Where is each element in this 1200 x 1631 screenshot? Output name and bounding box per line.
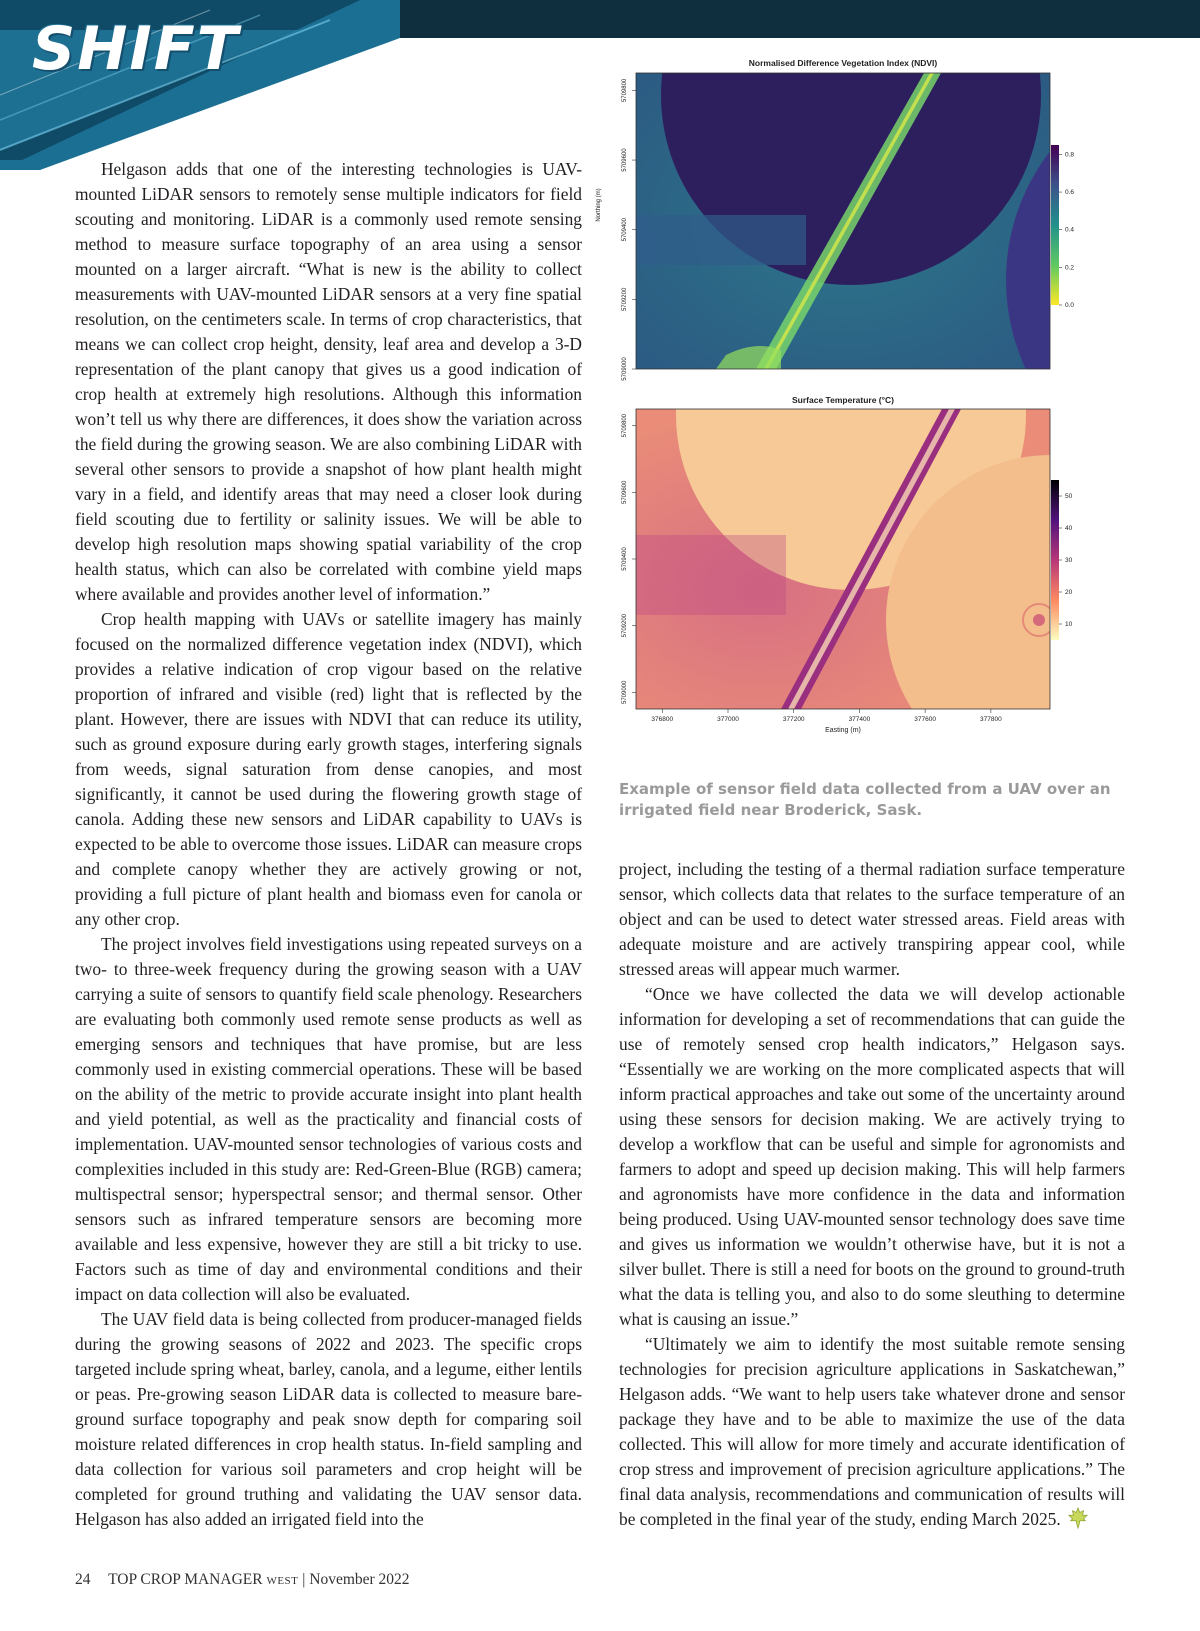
x-tick-label: 377800 <box>980 716 1002 723</box>
colorbar-tick-label: 0.2 <box>1065 264 1075 272</box>
x-tick-label: 377400 <box>848 716 871 723</box>
figure-caption: Example of sensor field data collected from a UAV over an irrigated field near Broderick, Sask. <box>619 780 1111 819</box>
colorbar-tick-label: 0.4 <box>1065 226 1075 234</box>
y-tick-label: 5709000 <box>622 357 628 381</box>
article-left-column <box>75 157 582 1532</box>
sensor-data-figure <box>596 55 1126 735</box>
temperature-colorbar <box>1051 480 1059 640</box>
x-tick-label: 377000 <box>717 716 739 723</box>
x-tick-label: 376800 <box>651 716 674 723</box>
y-tick-label: 5709200 <box>622 613 628 638</box>
section-title: SHIFT <box>32 14 240 84</box>
article-paragraph: The UAV field data is being collected from producer-managed fields during the growing seasons of 2022 and 2023. The specific crops targeted include spring wheat, barley, canola, and a legume, either lentils or peas. Pre-growing season LiDAR data is collected to measure bare-ground surface topography and peak snow depth for comparing soil moisture related differences in crop health status. In-field sampling and data collection for various soil parameters and crop height will be completed for ground truthing and validating the UAV sensor data. Helgason has also added an irrigated field into the <box>75 1309 582 1529</box>
temperature-x-axis-label: Easting (m) <box>825 727 861 734</box>
x-tick-label: 377200 <box>782 716 805 723</box>
colorbar-tick-label: 0.6 <box>1065 189 1075 197</box>
colorbar-tick-label: 0.8 <box>1065 151 1075 159</box>
ndvi-colorbar-ticks <box>1059 151 1074 309</box>
temperature-chart-title: Surface Temperature (°C) <box>792 395 894 405</box>
colorbar-tick-label: 0.0 <box>1065 302 1075 309</box>
page-number: 24 <box>75 1571 91 1588</box>
y-tick-label: 5709400 <box>622 218 628 242</box>
page-footer <box>75 1571 410 1589</box>
article-paragraph: Crop health mapping with UAVs or satellite imagery has mainly focused on the normalized difference vegetation index (NDVI), which provides a relative indication of crop vigour based on the relative proportion of infrared and visible (red) light that is reflected by the plant. However, there are issues with NDVI that can reduce its utility, such as ground exposure during early growth stages, interfering signals from weeds, signal saturation from dense canopies, and most significantly, it cannot be used during the flowering growth stage of canola. Adding these new sensors and LiDAR capability to UAVs is expected to be able to overcome those issues. LiDAR can measure crops and complete canopy whether they are actively growing or not, providing a full picture of plant health and biomass even for canola or any other crop. <box>75 609 582 929</box>
ndvi-colorbar <box>1051 145 1059 305</box>
article-paragraph: “Once we have collected the data we will develop actionable information for developing a set of recommendations that can guide the use of remotely sensed crop health indicators,” Helgason says. “Essentially we are working on the more complicated aspects that will inform practical approaches and take out some of the uncertainty around using these sensors for decision making. We are actively trying to develop a workflow that can be useful and simple for agronomists and farmers to adopt and speed up decision making. This will help farmers and agronomists have more confidence in the data and information being produced. Using UAV-mounted sensor technology does save time and gives us information we wouldn’t otherwise have, but it is not a silver bullet. There is still a need for boots on the ground to ground-truth what the data is telling you, and also to do some sleuthing to determine what is causing an issue.” <box>619 984 1125 1329</box>
y-tick-label: 5709000 <box>622 680 628 705</box>
colorbar-tick-label: 20 <box>1065 589 1073 596</box>
y-tick-label: 5709600 <box>622 480 628 505</box>
issue-date: | November 2022 <box>302 1571 410 1588</box>
colorbar-tick-label: 30 <box>1065 557 1073 564</box>
article-paragraph: Helgason adds that one of the interesting technologies is UAV-mounted LiDAR sensors to remotely sense multiple indicators for field scouting and monitoring. LiDAR is a commonly used remote sensing method to measure surface topography of an area using a sensor mounted on a larger aircraft. “What is new is the ability to collect measurements with UAV-mounted LiDAR sensors at a very fine spatial resolution, on the centimeters scale. In terms of crop characteristics, that means we can collect crop height, density, leaf area and develop a 3-D representation of the plant canopy that gives us a good indication of crop health at extremely high resolutions. Although this information won’t tell us why there are differences, it does show the variation across the field during the growing season. We are also combining LiDAR with several other sensors to provide a snapshot of how plant health might vary in a field, and identify areas that may need a closer look during field scouting due to fertility or salinity issues. We will be able to develop high resolution maps showing spatial variability of the crop health status, which can also be correlated with combine yield maps where available and provides another level of information.” <box>75 159 582 604</box>
y-tick-label: 5709400 <box>622 547 628 571</box>
temperature-colorbar-ticks <box>1059 493 1073 628</box>
y-tick-label: 5709200 <box>622 287 628 312</box>
y-tick-label: 5709600 <box>622 148 628 172</box>
x-tick-label: 377600 <box>914 716 936 723</box>
y-tick-label: 5709800 <box>622 78 628 103</box>
article-paragraph-text: “Ultimately we aim to identify the most suitable remote sensing technologies for precision agriculture applications in Saskatchewan,” Helgason adds. “We want to help users take whatever drone and sensor package they have and to be able to maximize the use of the data collected. This will allow for more timely and accurate identification of crop stress and improvement of precision agriculture applications.” The final data analysis, recommendations and communication of results will be completed in the final year of the study, ending March 2025. <box>619 1334 1125 1529</box>
ndvi-y-axis-label: Northing (m) <box>596 188 602 222</box>
article-paragraph: project, including the testing of a thermal radiation surface temperature sensor, which collects data that relates to the surface temperature of an object and can be used to detect water stressed areas. Field areas with adequate moisture and are actively transpiring appear cool, while stressed areas will appear much warmer. <box>619 859 1125 979</box>
colorbar-tick-label: 10 <box>1065 621 1073 628</box>
temperature-x-axis <box>651 709 1002 723</box>
article-paragraph <box>619 1332 1125 1532</box>
temperature-y-axis <box>622 413 636 704</box>
ndvi-y-axis <box>622 78 636 381</box>
colorbar-tick-label: 40 <box>1065 525 1073 532</box>
ndvi-chart-title: Normalised Difference Vegetation Index (NDVI) <box>748 58 938 68</box>
magazine-edition: WEST <box>266 1575 299 1587</box>
colorbar-tick-label: 50 <box>1065 493 1073 500</box>
magazine-name: TOP CROP MANAGER <box>108 1571 263 1588</box>
article-right-column <box>619 857 1125 1532</box>
y-tick-label: 5709800 <box>622 413 628 438</box>
article-paragraph: The project involves field investigations using repeated surveys on a two- to three-week frequency during the growing season with a UAV carrying a suite of sensors to quantify field scale phenology. Researchers are evaluating both commonly used remote sense products as well as emerging sensors and techniques that have promise, but are less commonly used in existing commercial operations. These will be based on the ability of the metric to provide accurate insight into plant health and yield potential, as well as the practicality and financial costs of implementation. UAV-mounted sensor technologies of various costs and complexities included in this study are: Red-Green-Blue (RGB) camera; multispectral sensor; hyperspectral sensor; and thermal sensor. Other sensors such as infrared temperature sensors are becoming more available and less expensive, however they are still a bit tricky to use. Factors such as time of day and environmental conditions and their impact on data collection will also be evaluated. <box>75 934 582 1304</box>
maple-leaf-icon <box>1067 1507 1089 1529</box>
